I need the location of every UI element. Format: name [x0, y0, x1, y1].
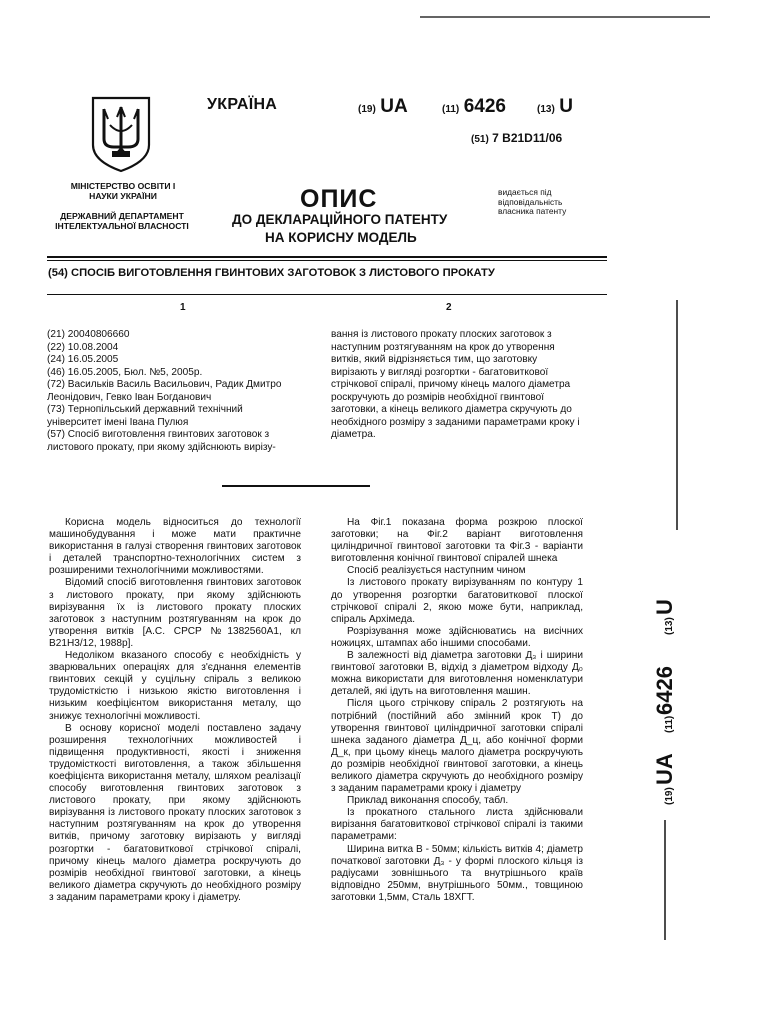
biblio-72: (72) Васильків Василь Васильович, Радик Дмитро Леонідович, Гевко Іван Богданович [47, 379, 282, 403]
side-patent-number [622, 575, 712, 805]
paragraph: Корисна модель відноситься до технології машинобудування і може мати практичне використання в галузі створення гвинтових заготовок і деталей транспортно-технологічних систем з розширеними технологічними можливостями. [49, 517, 301, 577]
document-subtitle-1: ДО ДЕКЛАРАЦІЙНОГО ПАТЕНТУ [232, 212, 448, 227]
biblio-22: (22) 10.08.2004 [47, 341, 119, 353]
header-rule-thin [47, 260, 607, 261]
paragraph: Приклад виконання способу, табл. [347, 795, 509, 807]
patent-number-field [442, 96, 506, 118]
scan-edge-top [420, 16, 710, 18]
paragraph: Ширина витка В - 50мм; кількість витків 4; діаметр початкової заготовки Д₃ - у формі плоского кільця із радіусами зовнішнього та внутрішнього країв відповідно 250мм, внутрішнього 50мм., товщиною заготовки 1,5мм, Сталь 18ХГТ. [331, 843, 583, 903]
ministry-name: МІНІСТЕРСТВО ОСВІТИ І НАУКИ УКРАЇНИ [70, 181, 176, 201]
paragraph: Із прокатного стального листа здійснювали вирізання багатовиткової стрічкової спіралі із такими параметрами: [331, 807, 583, 843]
issued-note: видається під відповідальність власника патенту [498, 187, 567, 217]
paragraph: Недоліком вказаного способу є необхідність у зварювальних операціях для з'єднання елементів гвинтових секцій у суцільну спіраль з великою трудомісткістю і низькою якістю виготовлення і низьким коефіцієнтом використання металу, що знижує технологічні можливості. [49, 650, 301, 722]
description-column-right [331, 517, 583, 904]
bibliographic-data [47, 329, 299, 454]
column-number-1: 1 [180, 302, 186, 313]
claim-continuation: вання із листового прокату плоских заготовок з наступним розтягуванням на крок до утворення витків, який відрізняється тим, що заготовку вирізають у вигляді розгортки - багатовиткової стрічкової спіралі, причому кінець малого діаметра роскручують до розмірів необхідної гвинтової заготовки, а кінець великого діаметра скручують до необхідного розміру з заданими параметрами кроку і діаметра. [331, 329, 580, 440]
paragraph: Спосіб реалізується наступним чином [347, 565, 526, 577]
country-code: UA [380, 96, 408, 117]
trident-emblem-icon [90, 95, 152, 173]
country-code-field [358, 96, 408, 118]
paragraph: В основу корисної моделі поставлено задачу розширення технологічних можливостей і підвищення продуктивності, якості і зниження трудомісткості виготовлення, а також збільшення коефіцієнта використання металу, шляхом реалізації способу виготовлення гвинтових заготовок з листового прокату, при якому здійснюють вирізування із листового прокату плоских заготовок з наступним розтягуванням на крок до утворення витків, причому заготовку вирізають у вигляді розгортки - багатовиткової стрічкової спіралі, причому кінець малого діаметра роскручують до розмірів необхідної гвинтової заготовки, а кінець великого діаметра скручують до необхідного розміру з заданим параметрами кроку і діаметру. [49, 722, 301, 903]
document-type: ОПИС [300, 185, 378, 213]
inid-13: (13) [537, 104, 555, 115]
country-name: УКРАЇНА [207, 96, 278, 113]
biblio-24: (24) 16.05.2005 [47, 354, 119, 365]
side-patent-number-value: 6426 [652, 666, 677, 715]
paragraph: В залежності від діаметра заготовки Д₃ і ширини гвинтової заготовки В, відхід з діаметром відходу Д₀ можна використати для виготовлення номенклатури деталей, які ідуть на виготовлення машин. [331, 650, 583, 698]
side-inid-11: (11) [664, 715, 675, 733]
ipc-classification [471, 131, 562, 145]
paragraph: Відомий спосіб виготовлення гвинтових заготовок з листового прокату, при якому здійснюють вирізування їх із листового прокату плоских заготовок з наступним розтягуванням на крок до утворення витків [А.С. СРСР №1382560А1, кл B21Н3/12, 1988р]. [49, 577, 301, 649]
scan-edge-right [676, 300, 678, 530]
side-country-code: UA [652, 753, 677, 785]
biblio-21: (21) 20040806660 [47, 329, 130, 340]
invention-title: (54) СПОСІБ ВИГОТОВЛЕННЯ ГВИНТОВИХ ЗАГОТОВОК З ЛИСТОВОГО ПРОКАТУ [48, 267, 495, 279]
paragraph: Розрізування може здійснюватись на висічних ножицях, штампах або іншими способами. [331, 625, 583, 649]
biblio-46: (46) 16.05.2005, Бюл. №5, 2005р. [47, 366, 203, 378]
section-separator [222, 485, 370, 487]
paragraph: Після цього стрічкову спіраль 2 розтягують на потрібний (постійний або змінний крок Т) до утворення гвинтової циліндричної заготовки спіралі шнека заданого діаметра Д_ц, або конічної форми Д_к, при цьому кінець малого діаметра роскручують до розмірів необхідної гвинтової заготовки, а кінець великого діаметра скручують до необхідного розміру з заданим параметрами кроку і діаметру [331, 698, 583, 795]
side-inid-13: (13) [664, 617, 675, 635]
paragraph: На Фіг.1 показана форма розкрою плоскої заготовки; на Фіг.2 варіант виготовлення циліндричної гвинтової заготовки та Фіг.3 - варіанти виготовлення конічної гвинтової спіралей шнека [331, 517, 583, 565]
side-kind-code: U [652, 599, 677, 615]
patent-number: 6426 [463, 96, 506, 117]
department-name: ДЕРЖАВНИЙ ДЕПАРТАМЕНТ ІНТЕЛЕКТУАЛЬНОЇ ВЛАСНОСТІ [55, 211, 189, 231]
column-number-2: 2 [446, 302, 452, 313]
header-rule [47, 256, 607, 258]
ipc-code: 7 B21D11/06 [492, 131, 563, 145]
kind-code-field [537, 96, 573, 118]
inid-19: (19) [358, 104, 376, 115]
paragraph: Із листового прокату вирізуванням по контуру 1 до утворення розгортки багатовиткової плоскої стрічкової спіралі 2, якою може бути, наприклад, спіраль Архімеда. [331, 577, 583, 625]
inid-11: (11) [442, 104, 460, 115]
title-rule [47, 294, 607, 295]
biblio-57: (57) Спосіб виготовлення гвинтових заготовок з листового прокату, при якому здійснюють вирізу- [47, 429, 276, 453]
kind-code: U [559, 96, 573, 117]
inid-51: (51) [471, 134, 489, 145]
side-inid-19: (19) [664, 787, 675, 805]
scan-edge-right-lower [664, 820, 666, 940]
document-subtitle-2: НА КОРИСНУ МОДЕЛЬ [265, 230, 417, 245]
description-column-left [49, 517, 301, 904]
biblio-73: (73) Тернопільський державний технічний університет імені Івана Пулюя [47, 404, 243, 428]
